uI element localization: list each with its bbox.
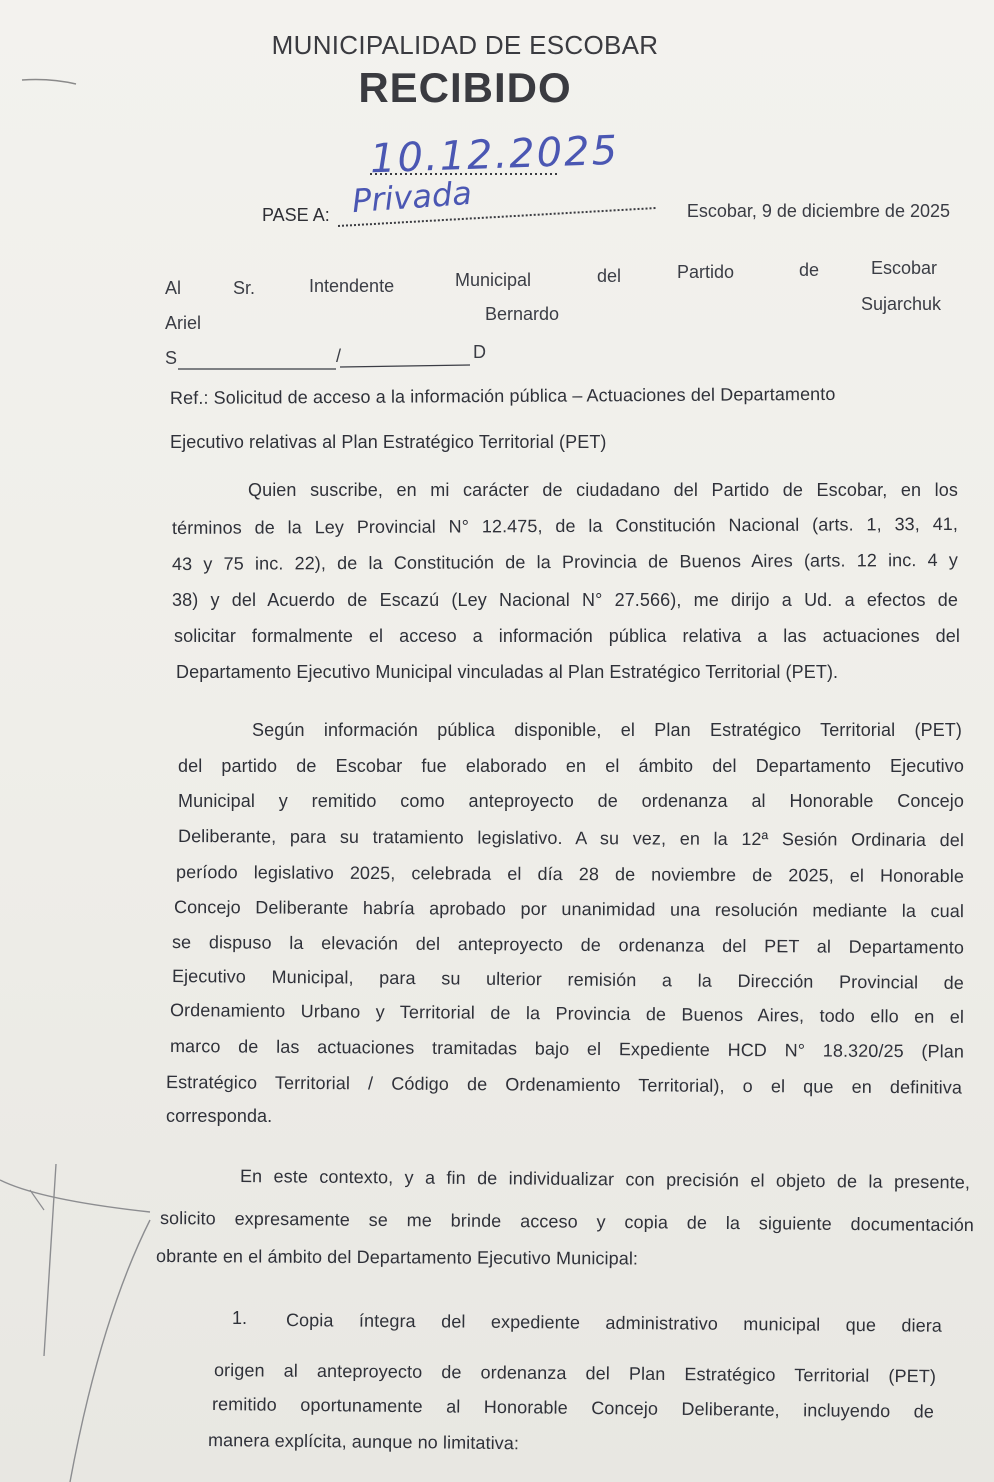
recipient-word: Municipal — [455, 270, 532, 290]
paragraph-3-line: solicito expresamente se me brinde acceso y copia de la siguiente documentación — [159, 1208, 975, 1236]
salutation-slash-mark: / — [336, 346, 342, 366]
recipient-middle-name: Bernardo — [485, 304, 560, 324]
paragraph-2-line: Ordenamiento Urbano y Territorial de la Provincia de Buenos Aires, todo ello en el — [169, 1000, 965, 1027]
recipient-word: Sr. — [233, 278, 256, 298]
reference-line-1: Ref.: Solicitud de acceso a la información pública – Actuaciones del Departamento — [169, 383, 836, 408]
stamp-municipality-title: MUNICIPALIDAD DE ESCOBAR — [271, 30, 659, 60]
recipient-word: del — [597, 266, 622, 286]
recipient-word: Escobar — [871, 258, 938, 278]
paragraph-2-line: del partido de Escobar fue elaborado en el ámbito del Departamento Ejecutivo — [178, 756, 964, 776]
stamp-pase-label: PASE A: — [262, 205, 330, 225]
stamp-pase-handwritten: Privada — [350, 173, 473, 221]
paragraph-2-line: Estratégico Territorial / Código de Ordenamiento Territorial), o el que en definitiva — [165, 1072, 963, 1098]
paragraph-2-line: marco de las actuaciones tramitadas bajo el Expediente HCD N° 18.320/25 (Plan — [169, 1036, 965, 1062]
place-and-date: Escobar, 9 de diciembre de 2025 — [686, 201, 950, 221]
item-1-line: manera explícita, aunque no limitativa: — [207, 1430, 520, 1454]
item-1-line: origen al anteproyecto de ordenanza del Plan Estratégico Territorial (PET) — [213, 1360, 937, 1387]
paragraph-3-line: En este contexto, y a fin de individualizar con precisión el objeto de la presente, — [239, 1166, 971, 1193]
paragraph-1-line: 38) y del Acuerdo de Escazú (Ley Nacional N° 27.566), me dirijo a Ud. a efectos de — [172, 590, 958, 610]
item-1-line: remitido oportunamente al Honorable Concejo Deliberante, incluyendo de — [211, 1394, 935, 1422]
paragraph-1-line: términos de la Ley Provincial N° 12.475, de la Constitución Nacional (arts. 1, 33, 41, — [171, 513, 959, 538]
paragraph-2-line: corresponda. — [166, 1106, 273, 1126]
paragraph-2-line: se dispuso la elevación del anteproyecto de ordenanza del PET al Departamento — [171, 932, 965, 958]
salutation-s-mark: S — [165, 348, 178, 368]
paragraph-1-line: Departamento Ejecutivo Municipal vinculadas al Plan Estratégico Territorial (PET). — [176, 662, 839, 682]
recipient-word: Al — [165, 278, 182, 298]
paragraph-2-line: Concejo Deliberante habría aprobado por unanimidad una resolución mediante la cual — [173, 897, 965, 922]
recipient-first-name: Ariel — [165, 313, 202, 333]
item-1-number: 1. — [232, 1308, 248, 1328]
stamp-handwritten-date: 10.12.2025 — [369, 127, 620, 183]
paragraph-2-line: Ejecutivo Municipal, para su ulterior remisión a la Dirección Provincial de — [171, 966, 965, 993]
paragraph-1-line: 43 y 75 inc. 22), de la Constitución de la Provincia de Buenos Aires (arts. 12 inc. 4 y — [171, 549, 959, 574]
recipient-last-name: Sujarchuk — [861, 294, 942, 314]
paragraph-3-line: obrante en el ámbito del Departamento Ejecutivo Municipal: — [155, 1246, 639, 1269]
recipient-word: de — [799, 260, 820, 280]
paragraph-1-line: Quien suscribe, en mi carácter de ciudadano del Partido de Escobar, en los — [248, 480, 958, 500]
pencil-annotation-marks — [0, 1160, 180, 1482]
item-1-line: Copia íntegra del expediente administrativo municipal que diera — [285, 1310, 943, 1336]
salutation-lines — [178, 355, 478, 375]
recipient-word: Intendente — [309, 276, 395, 296]
recipient-word: Partido — [677, 262, 735, 282]
paragraph-2-line: Según información pública disponible, el Plan Estratégico Territorial (PET) — [252, 720, 962, 740]
salutation-d-mark: D — [473, 342, 486, 362]
paragraph-2-line: período legislativo 2025, celebrada el día 28 de noviembre de 2025, el Honorable — [175, 862, 965, 887]
paragraph-2-line: Municipal y remitido como anteproyecto de ordenanza al Honorable Concejo — [178, 791, 964, 811]
paragraph-1-line: solicitar formalmente el acceso a información pública relativa a las actuaciones del — [174, 626, 960, 646]
stamp-received-label: RECIBIDO — [358, 64, 572, 111]
paragraph-2-line: Deliberante, para su tratamiento legislativo. A su vez, en la 12ª Sesión Ordinaria del — [177, 826, 965, 851]
reference-line-2: Ejecutivo relativas al Plan Estratégico Territorial (PET) — [170, 432, 607, 452]
